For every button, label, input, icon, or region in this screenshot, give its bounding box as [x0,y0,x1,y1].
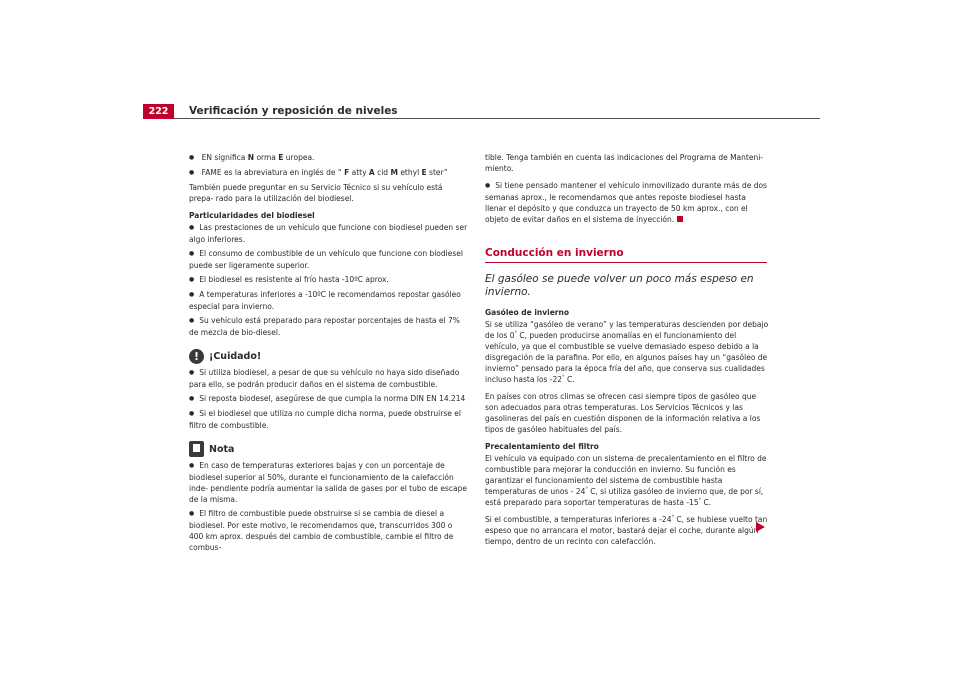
end-square-icon [677,216,683,222]
note-label: Nota [209,443,235,455]
section-title: Conducción en invierno [485,247,624,259]
section-lead: El gasóleo se puede volver un poco más espeso en invierno. [485,273,754,298]
bullet-text: ster” [426,168,448,177]
text: El vehículo va equipado con un sistema de precalentamiento en el filtro de combustible para mejorar la conducción en invierno. Su función es garantizar el funcionamiento del sistema de combustible hasta temperaturas de unos - 24 [485,454,767,496]
header-rule [174,118,820,119]
bold-letter: M [390,168,398,177]
paragraph: En países con otros climas se ofrecen casi siempre tipos de gasóleo que son adecuados para otras temperaturas. Los Servicios Técnicos y las gasolineras del país en cuestión disponen de la información relativa a los tipos de gasóleo habituales del país. [485,392,761,434]
degree-mark: ° [562,374,565,381]
paragraph-gasoleo [485,319,769,385]
text: Si el combustible, a temperaturas inferiores a -24 [485,515,672,524]
degree-mark: ° [671,514,674,521]
caution-label: ¡Cuidado! [209,350,262,362]
note-heading [189,441,469,457]
page-number: 222 [143,104,174,119]
list-item: ● El biodiesel es resistente al frío hasta -10ºC aprox. [189,274,469,286]
text: C, se hubiese vuelto tan espeso que no arrancara el motor, bastará dejar el coche, durante algún tiempo, dentro de un recinto con calefacción. [485,515,768,546]
degree-mark: ° [514,330,517,337]
paragraph-final [485,514,769,547]
bullet-text: Si tiene pensado mantener el vehículo inmovilizado durante más de dos semanas aprox., le recomendamos que antes reposte biodiesel hasta llenar el depósito y que conduzca un trayecto de 50 km aprox., con el objeto de evitar daños en el sistema de inyección. [485,181,767,224]
caution-heading [189,348,469,364]
exclamation-circle-icon: ! [189,349,204,364]
text: C. [701,498,712,507]
section-rule [485,262,767,263]
left-column [189,152,469,556]
paragraph: tible. Tenga también en cuenta las indicaciones del Programa de Manteni- miento. [485,153,763,173]
subheading-biodiesel: Particularidades del biodiesel [189,211,315,220]
list-item [485,180,769,225]
text: C. [564,375,575,384]
list-item: ● Si el biodiesel que utiliza no cumple dicha norma, puede obstruirse el filtro de combustible. [189,408,469,431]
bullet-fame [189,167,469,179]
list-item: ● Si utiliza biodiesel, a pesar de que su vehículo no haya sido diseñado para ello, se podrán producir daños en el sistema de combustible. [189,367,469,390]
bold-letter: E [421,168,427,177]
text: C, si utiliza gasóleo de invierno que, de por sí, está preparado para soportar temperaturas de hasta -15 [485,487,764,507]
list-item: ● Su vehículo está preparado para repostar porcentajes de hasta el 7% de mezcla de bio-diesel. [189,315,469,338]
list-item: ● El filtro de combustible puede obstruirse si se cambia de diesel a biodiesel. Por este motivo, le recomendamos que, transcurridos 300 o 400 km aprox. después del cambio de combustible, cambie el filtro de combus- [189,508,469,553]
bullet-text: atty [349,168,369,177]
paragraph: También puede preguntar en su Servicio Técnico si su vehículo está prepa- rado para la utilización del biodiesel. [189,183,443,203]
bold-letter: F [344,168,350,177]
subheading-precalentamiento: Precalentamiento del filtro [485,442,599,451]
degree-mark: ° [585,486,588,493]
bullet-text: FAME es la abreviatura en inglés de “ [201,168,345,177]
bullet-text: ethyl [397,168,422,177]
degree-mark: ° [698,497,702,504]
list-item: ● Si reposta biodesel, asegúrese de que cumpla la norma DIN EN 14.214 [189,393,469,405]
bold-letter: N [247,153,255,162]
bullet-text: uropea. [283,153,315,162]
paragraph-precalentamiento [485,453,769,508]
bullet-en [189,152,469,164]
text: C, pueden producirse anomalías en el funcionamiento del vehículo, ya que el combustible se vuelve demasiado espeso debido a la disgregación de la parafina. Por ello, en algunos países hay un “gasóleo de invierno” pensado para la época fría del año, que conserva sus cualidades incluso hasta los -22 [485,331,768,384]
list-item: ● El consumo de combustible de un vehículo que funcione con biodiesel puede ser ligeramente superior. [189,248,469,271]
bullet-text: orma [254,153,279,162]
continue-arrow-icon [756,522,765,532]
bullet-text: cid [374,168,391,177]
list-item: ● En caso de temperaturas exteriores bajas y con un porcentaje de biodiesel superior al 50%, durante el funcionamiento de la calefacción inde- pendiente podría aumentar la salida de gases por el tubo de escape de la misma. [189,460,469,505]
right-column [485,152,769,553]
list-item: ● Las prestaciones de un vehículo que funcione con biodiesel pueden ser algo inferiores. [189,222,469,245]
text: Si se utiliza “gasóleo de verano” y las temperaturas descienden por debajo de los 0 [485,320,769,340]
bold-letter: A [368,168,375,177]
subheading-gasoleo: Gasóleo de invierno [485,308,569,317]
page-title: Verificación y reposición de niveles [189,105,398,117]
bullet-text: EN significa [201,153,248,162]
list-item: ● A temperaturas inferiores a -10ºC le recomendamos repostar gasóleo especial para invierno. [189,289,469,312]
bold-letter: E [278,153,284,162]
note-icon [189,441,204,457]
